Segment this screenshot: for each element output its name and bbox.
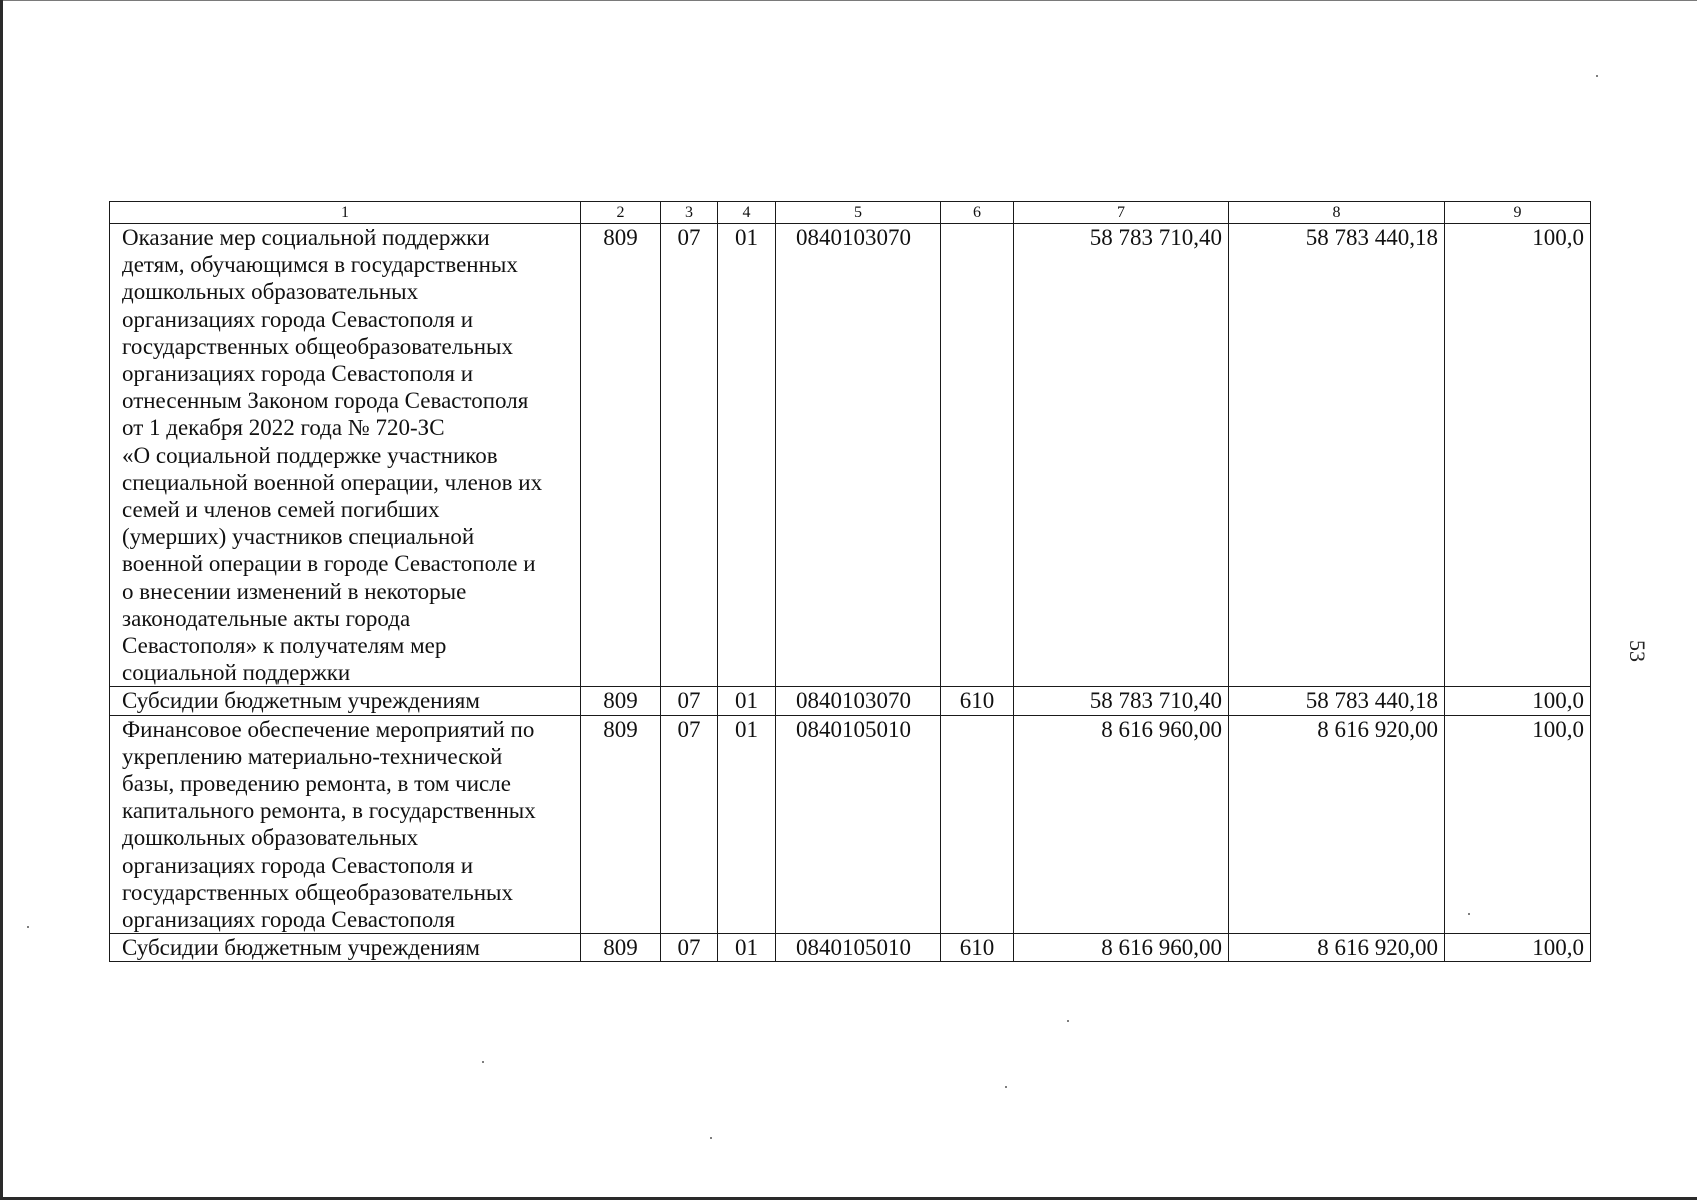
table-row (110, 687, 1591, 715)
expense-name: Оказание мер социальной поддержки детям, обучающимся в государственных дошкольных образовательных организациях города Севастополя и государственных общеобразовательных организациях города Севастополя и отнесенным Законом города Севастополя от 1 декабря 2022 года № 720-ЗС «О социальной поддержке участников специальной военной операции, членов их семей и членов семей погибших (умерших) участников специальной военной операции в городе Севастополе и о внесении изменений в некоторые законодательные акты города Севастополя» к получателям мер социальной поддержки (110, 224, 581, 687)
column-number: 4 (718, 202, 776, 224)
scan-edge-left (0, 0, 3, 1200)
column-number: 5 (776, 202, 941, 224)
scan-speck (482, 1061, 484, 1063)
ministry-code: 809 (581, 934, 661, 962)
scan-edge-top (0, 0, 1697, 1)
column-number: 2 (581, 202, 661, 224)
scan-speck (1067, 1020, 1069, 1022)
executed-amount: 58 783 440,18 (1229, 687, 1445, 715)
expense-type-code (941, 224, 1014, 687)
execution-percent: 100,0 (1445, 934, 1591, 962)
scan-speck (1468, 913, 1470, 915)
column-number: 1 (110, 202, 581, 224)
target-article-code: 0840103070 (776, 687, 941, 715)
execution-percent: 100,0 (1445, 224, 1591, 687)
budget-table (109, 201, 1591, 962)
executed-amount: 8 616 920,00 (1229, 715, 1445, 934)
execution-percent: 100,0 (1445, 715, 1591, 934)
target-article-code: 0840103070 (776, 224, 941, 687)
subsection-code: 01 (718, 687, 776, 715)
table-row (110, 224, 1591, 687)
expense-type-code: 610 (941, 934, 1014, 962)
section-code: 07 (661, 224, 718, 687)
subsection-code: 01 (718, 715, 776, 934)
section-code: 07 (661, 687, 718, 715)
section-code: 07 (661, 934, 718, 962)
ministry-code: 809 (581, 687, 661, 715)
expense-type-code (941, 715, 1014, 934)
approved-amount: 8 616 960,00 (1014, 934, 1229, 962)
approved-amount: 58 783 710,40 (1014, 687, 1229, 715)
expense-type-code: 610 (941, 687, 1014, 715)
executed-amount: 8 616 920,00 (1229, 934, 1445, 962)
table-row (110, 715, 1591, 934)
column-number-row (110, 202, 1591, 224)
subsection-code: 01 (718, 934, 776, 962)
expense-name: Субсидии бюджетным учреждениям (110, 934, 581, 962)
table-row (110, 934, 1591, 962)
scan-speck (1005, 1086, 1007, 1088)
target-article-code: 0840105010 (776, 934, 941, 962)
column-number: 6 (941, 202, 1014, 224)
approved-amount: 58 783 710,40 (1014, 224, 1229, 687)
expense-name: Финансовое обеспечение мероприятий по укреплению материально-технической базы, проведению ремонта, в том числе капитального ремонта, в государственных дошкольных образовательных организациях города Севастополя и государственных общеобразовательных организациях города Севастополя (110, 715, 581, 934)
scan-speck (710, 1137, 712, 1139)
execution-percent: 100,0 (1445, 687, 1591, 715)
column-number: 7 (1014, 202, 1229, 224)
page-number: 53 (1625, 640, 1650, 662)
ministry-code: 809 (581, 715, 661, 934)
executed-amount: 58 783 440,18 (1229, 224, 1445, 687)
target-article-code: 0840105010 (776, 715, 941, 934)
ministry-code: 809 (581, 224, 661, 687)
expense-name: Субсидии бюджетным учреждениям (110, 687, 581, 715)
scan-speck (1596, 75, 1598, 77)
scan-speck (27, 926, 29, 928)
column-number: 9 (1445, 202, 1591, 224)
column-number: 3 (661, 202, 718, 224)
section-code: 07 (661, 715, 718, 934)
subsection-code: 01 (718, 224, 776, 687)
column-number: 8 (1229, 202, 1445, 224)
approved-amount: 8 616 960,00 (1014, 715, 1229, 934)
